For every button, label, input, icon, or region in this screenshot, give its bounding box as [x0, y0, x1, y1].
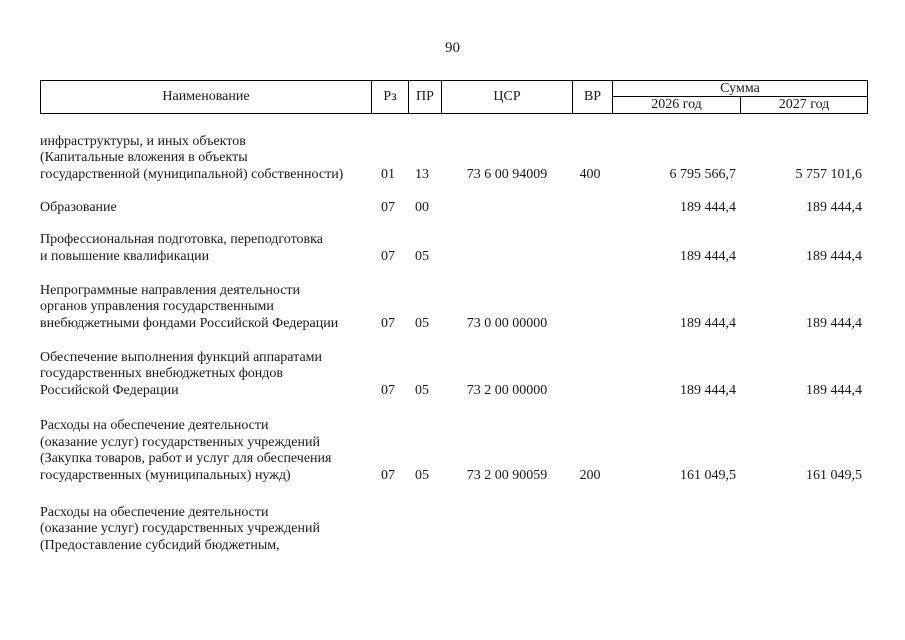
- row-name-line: (оказание услуг) государственных учреждений: [40, 434, 320, 450]
- header-csr: ЦСР: [442, 81, 573, 113]
- header-pr: ПР: [409, 81, 442, 113]
- row-y2027: 189 444,4: [806, 315, 862, 331]
- row-csr: 73 2 00 90059: [466, 467, 548, 483]
- header-sum: Сумма: [613, 81, 867, 97]
- row-y2027: 189 444,4: [806, 248, 862, 264]
- row-name: [40, 505, 370, 555]
- row-y2026: 6 795 566,7: [669, 166, 736, 182]
- row-name-line: государственных внебюджетных фондов: [40, 366, 284, 381]
- row-name-line: государственной (муниципальной) собственности): [40, 166, 344, 182]
- header-vr: ВР: [573, 81, 613, 113]
- row-name-line: (Закупка товаров, работ и услуг для обеспечения: [40, 451, 332, 466]
- row-rz: 07: [381, 382, 395, 398]
- row-rz: 07: [381, 467, 395, 483]
- row-vr: 400: [579, 166, 601, 182]
- row-rz: 07: [381, 248, 395, 264]
- page-number: 90: [445, 40, 460, 56]
- header-year-2027: 2027 год: [778, 97, 830, 112]
- row-pr: 05: [415, 248, 429, 264]
- row-pr: 13: [415, 166, 429, 182]
- row-y2026: 161 049,5: [680, 467, 736, 483]
- row-pr: 05: [415, 315, 429, 331]
- row-y2027: 5 757 101,6: [795, 166, 862, 182]
- row-rz: 07: [381, 315, 395, 331]
- row-name-line: и повышение квалификации: [40, 248, 210, 264]
- row-name-line: (оказание услуг) государственных учреждений: [40, 521, 320, 536]
- row-name-line: внебюджетными фондами Российской Федерации: [40, 315, 339, 331]
- row-csr: 73 0 00 00000: [466, 315, 548, 331]
- row-csr: 73 2 00 00000: [466, 382, 548, 398]
- row-pr: 05: [415, 382, 429, 398]
- row-name-line: Образование: [40, 199, 117, 215]
- row-y2027: 189 444,4: [806, 382, 862, 398]
- row-y2027: 189 444,4: [806, 199, 862, 215]
- row-pr: 00: [415, 199, 429, 215]
- row-rz: 07: [381, 199, 395, 215]
- row-y2026: 189 444,4: [680, 382, 736, 398]
- header-year-2026: 2026 год: [613, 97, 741, 113]
- row-name-line: Расходы на обеспечение деятельности: [40, 418, 269, 433]
- row-y2026: 189 444,4: [680, 199, 736, 215]
- row-y2026: 189 444,4: [680, 248, 736, 264]
- row-name-line: Профессиональная подготовка, переподготовка: [40, 232, 323, 247]
- row-csr: 73 6 00 94009: [466, 166, 548, 182]
- header-rz: Рз: [372, 81, 409, 113]
- row-name-line: Непрограммные направления деятельности: [40, 282, 301, 298]
- row-name-line: органов управления государственными: [40, 299, 274, 314]
- row-name-line: (Предоставление субсидий бюджетным,: [40, 537, 280, 553]
- row-y2027: 161 049,5: [806, 467, 862, 483]
- row-name-line: государственных (муниципальных) нужд): [40, 467, 291, 483]
- row-y2026: 189 444,4: [680, 315, 736, 331]
- row-name-line: Российской Федерации: [40, 382, 179, 398]
- row-name-line: Расходы на обеспечение деятельности: [40, 504, 269, 520]
- row-name-line: Обеспечение выполнения функций аппаратами: [40, 349, 323, 365]
- row-vr: 200: [579, 467, 601, 483]
- row-name-line: инфраструктуры, и иных объектов: [40, 133, 246, 149]
- row-pr: 05: [415, 467, 429, 483]
- row-name-line: (Капитальные вложения в объекты: [40, 150, 248, 165]
- header-name: Наименование: [41, 81, 372, 113]
- row-rz: 01: [381, 166, 395, 182]
